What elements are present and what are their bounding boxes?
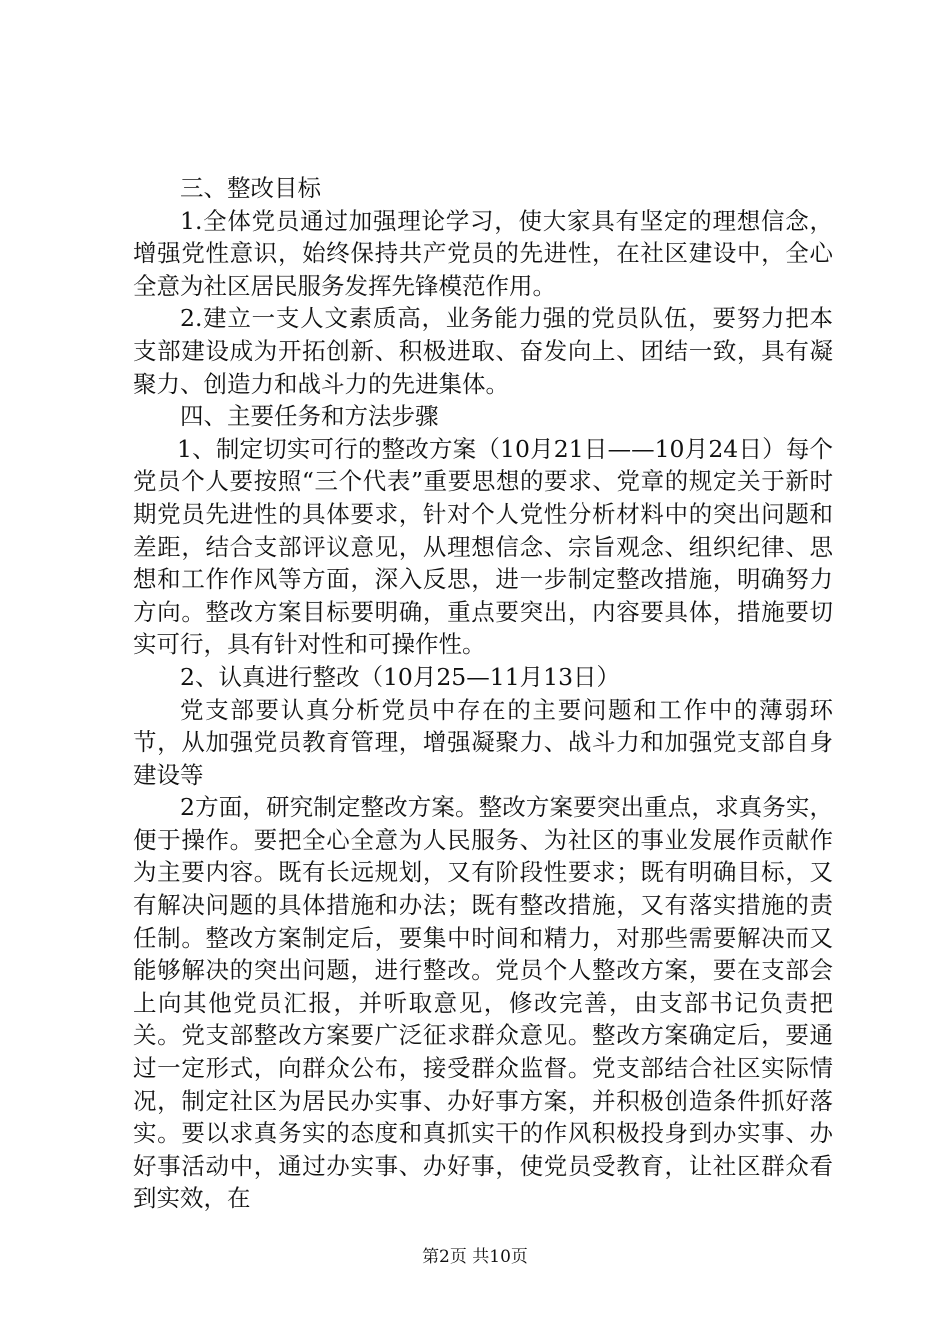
- paragraph-task-2-body: 党支部要认真分析党员中存在的主要问题和工作中的薄弱环节，从加强党员教育管理，增强凝聚力、战斗力和加强党支部自身建设等: [133, 695, 833, 789]
- paragraph-task-2-heading: 2、认真进行整改（10月25—11月13日）: [180, 662, 621, 691]
- section-heading-4: 四、主要任务和方法步骤: [180, 402, 439, 431]
- section-heading-3: 三、整改目标: [180, 174, 321, 202]
- page-footer: 第2页 共10页: [422, 1247, 528, 1267]
- paragraph-goal-1: 1.全体党员通过加强理论学习，使大家具有坚定的理想信念，增强党性意识，始终保持共产党员的先进性，在社区建设中，全心全意为社区居民服务发挥先锋模范作用。: [133, 206, 833, 300]
- paragraph-task-2-continued: 2方面，研究制定整改方案。整改方案要突出重点，求真务实，便于操作。要把全心全意为人民服务、为社区的事业发展作贡献作为主要内容。既有长远规划，又有阶段性要求；既有明确目标，又有解决问题的具体措施和办法；既有整改措施，又有落实措施的责任制。整改方案制定后，要集中时间和精力，对那些需要解决而又能够解决的突出问题，进行整改。党员个人整改方案，要在支部会上向其他党员汇报，并听取意见，修改完善，由支部书记负责把关。党支部整改方案要广泛征求群众意见。整改方案确定后，要通过一定形式，向群众公布，接受群众监督。党支部结合社区实际情况，制定社区为居民办实事、办好事方案，并积极创造条件抓好落实。要以求真务实的态度和真抓实干的作风积极投身到办实事、办好事活动中，通过办实事、办好事，使党员受教育，让社区群众看到实效，在: [133, 793, 833, 1213]
- document-body: [133, 172, 833, 1215]
- paragraph-goal-2: 2.建立一支人文素质高，业务能力强的党员队伍，要努力把本支部建设成为开拓创新、积极进取、奋发向上、团结一致，具有凝聚力、创造力和战斗力的先进集体。: [133, 304, 833, 398]
- paragraph-task-1: 1、制定切实可行的整改方案（10月21日——10月24日）每个党员个人要按照“三个代表”重要思想的要求、党章的规定关于新时期党员先进性的具体要求，针对个人党性分析材料中的突出问题和差距，结合支部评议意见，从理想信念、宗旨观念、组织纪律、思想和工作作风等方面，深入反思，进一步制定整改措施，明确努力方向。整改方案目标要明确，重点要突出，内容要具体，措施要切实可行，具有针对性和可操作性。: [133, 434, 833, 659]
